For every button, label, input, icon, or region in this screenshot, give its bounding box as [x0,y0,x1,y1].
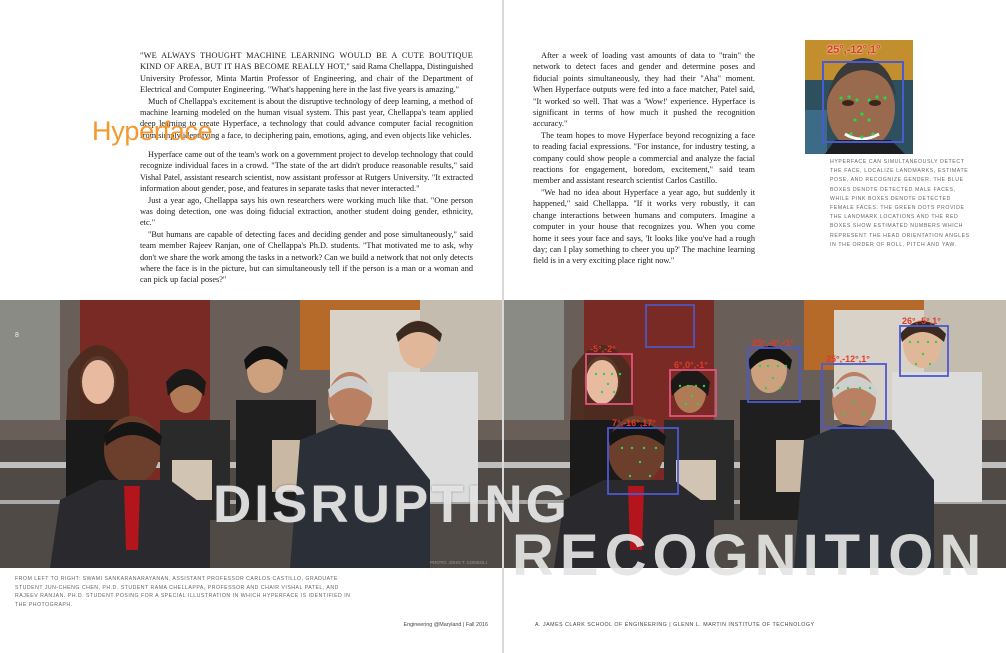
hyperface-heading: Hyperface [92,116,213,146]
pose-label: -5°,-2° [590,344,616,354]
face-caption: HYPERFACE CAN SIMULTANEOUSLY DETECT THE FACE, LOCALIZE LANDMARKS, ESTIMATE POSE, AND RECOGNIZE GENDER. THE BLUE BOXES DENOTE DETECTED MALE FACES, WHILE PINK BOXES DENOTE DETECTED FEMALE FACES. THE GREEN DOTS PROVIDE THE LANDMARK LOCATIONS AND THE RED BOXES SHOW ESTIMATED NUMBERS WHICH REPRESENT THE HEAD ORIENTATION ANGLES IN THE ORDER OF ROLL, PITCH AND YAW. [830,159,970,248]
article-paragraph: "But humans are capable of detecting faces and deciding gender and pose simultaneously," said team member Rajeev Ranjan, one of Chellappa's Ph.D. students. "That motivated me to ask, why don't we share the work among the tasks in a network? Can we build a network that not only detects where the face is in the picture, but can simultaneously tell if the person is a man or a woman and can pick up facial poses?" [140,229,473,285]
title-recognition: RECOGNITION [512,523,988,588]
title-disrupting: DISRUPTING [213,475,570,534]
pose-label: 26°,-5°,1° [902,316,941,326]
photo-credit: PHOTO: JOHN T. CONSOLI [430,560,487,565]
article-paragraph: Just a year ago, Chellappa says his own researchers were working much like that. "One person was doing detection, one was doing fiducial extraction, another student doing gender, ethnicity, etc." [140,195,473,228]
page-number: 8 [15,332,19,339]
footer-school: A. JAMES CLARK SCHOOL OF ENGINEERING | GLENN L. MARTIN INSTITUTE OF TECHNOLOGY [535,622,815,628]
article-paragraph: "WE ALWAYS THOUGHT MACHINE LEARNING WOULD BE A CUTE BOUTIQUE KIND OF AREA, BUT IT HAS BECOME REALLY HOT," said Rama Chellappa, Distinguished University Professor, Minta Martin Professor of Engineering, and chair of the Department of Electrical and Computer Engineering. "What's happening here in the last five years is amazing." [140,51,474,95]
lead-quote: "WE ALWAYS THOUGHT MACHINE LEARNING WOULD BE A CUTE BOUTIQUE KIND OF AREA, BUT IT HAS BECOME REALLY HOT," [140,51,473,72]
article-paragraph: "We had no idea about Hyperface a year ago, but suddenly it happened," said Chellappa. "If it works very robustly, it can change interactions between humans and computers. Imagine a computer in your house that recognizes you. When you come home it sees your face and says, 'It looks like you've had a rough day; can I play something to cheer you up?' The machine learning field is in a very exciting place right now." [533,187,755,266]
article-paragraph: After a week of loading vast amounts of data to "train" the network to detect faces and gender and determine poses and fiducial points simultaneously, they had their "Aha" moment. When Hyperface outputs were fed into a face matcher, Patel said, "It worked so well. That was a 'Wow!' experience. Hyperface is significant in terms of how much it pushed the recognition accuracy." [533,51,755,129]
pose-label: 7°,-16°,17° [612,418,656,428]
footer-publication: Engineering @Maryland | Fall 2016 [403,622,488,628]
pose-label: 6°,0°,-1° [674,360,708,370]
pose-label: 25°,-12°,1° [826,354,870,364]
face-pose-label: 25°,-12°,1° [827,44,881,56]
article-paragraph: The team hopes to move Hyperface beyond recognizing a face to reading facial expressions. "For instance, for industry testing, a company could show people a commercial and analyze the facial reactions for engagement, boredom, excitement," said team member and assistant research scientist Carlos Castillo. [533,130,755,186]
hyperface-face-example [805,40,913,154]
photo-caption: FROM LEFT TO RIGHT: SWAMI SANKARANARAYANAN, ASSISTANT PROFESSOR CARLOS CASTILLO, GRADUATE STUDENT JUN-CHENG CHEN, PH.D. STUDENT RAMA CHELLAPPA, PROFESSOR AND CHAIR VISHAL PATEL, AND RAJEEV RANJAN. PH.D. STUDENT POSING FOR A SPECIAL ILLUSTRATION IN WHICH HYPERFACE IS IDENTIFIED IN THE PHOTOGRAPH. [15,576,351,608]
article-column-right [533,50,755,267]
face-illustration [805,40,913,154]
article-paragraph: Hyperface came out of the team's work on a government project to develop technology that could recognize individual faces in a crowd. "The state of the art didn't produce reasonable results," said Vishal Patel, assistant research scientist, now assistant professor at Rutgers University. "It extracted information about gender, pose, and features in separate tasks that never interacted." [140,150,473,194]
article-paragraph: Much of Chellappa's excitement is about the disruptive technology of deep learning, a method of machine learning modeled on the human visual system. This past year, Chellappa's team applied deep learning to create Hyperface, a technology that could advance computer facial recognition from simply identifying a face, to deciphering pain, emotions, aging, and even objects like vehicles. [140,96,473,140]
article-column-left-cont [140,149,473,286]
pose-label: 25°,-6°,-1° [752,338,794,348]
